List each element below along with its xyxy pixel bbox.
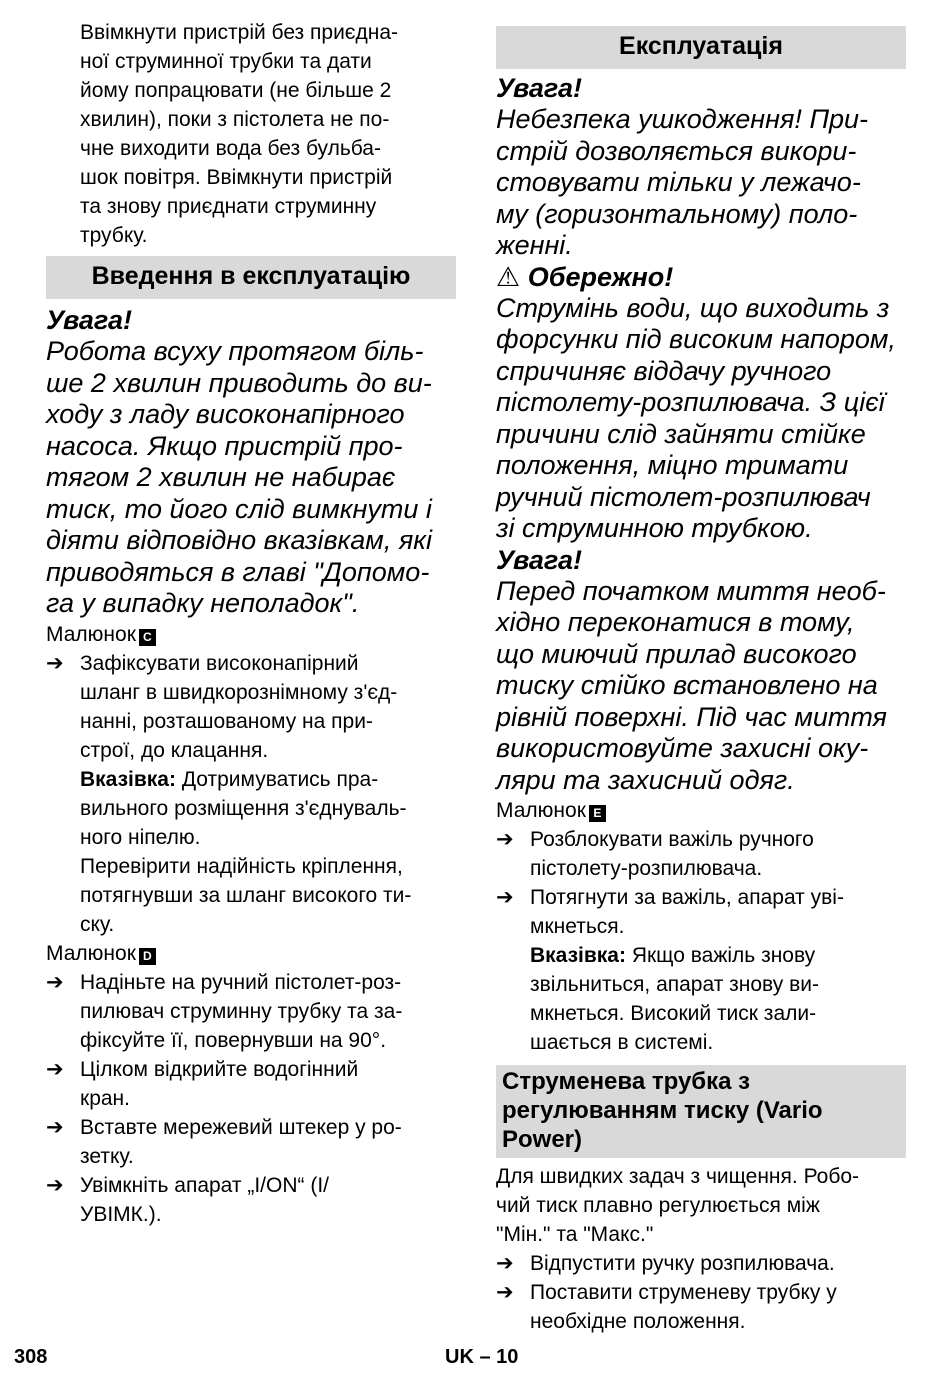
note-label: Вказівка: bbox=[530, 944, 626, 967]
step-text: Розблокувати важіль ручного пістолету-розпилювача. bbox=[530, 828, 814, 880]
step-item bbox=[46, 1113, 456, 1171]
section-title-commissioning: Введення в експлуатацію bbox=[46, 256, 456, 299]
warning-heading: Увага! bbox=[496, 73, 582, 103]
page-label: UK – 10 bbox=[445, 1346, 519, 1368]
arrow-right-icon: ➔ bbox=[496, 886, 514, 909]
warning-text: Перед початком миття необ- хідно переконатися в тому, що миючий прилад високого тиску стійко встановлено на рівній поверхні. Під час миття використовуйте захисні оку- ляри та захисний одяг. bbox=[496, 575, 887, 795]
step-text: Потягнути за важіль, апарат уві- мкнеться. bbox=[530, 886, 844, 938]
warning-heading: Увага! bbox=[46, 305, 132, 335]
warning-text: Небезпека ушкодження! При- стрій дозволяється викори- стовувати тільки у лежачо- му (горизонтальному) поло- женні. bbox=[496, 104, 869, 260]
figure-c-reference bbox=[46, 620, 456, 649]
page-number: 308 bbox=[14, 1346, 48, 1368]
arrow-right-icon: ➔ bbox=[46, 651, 64, 675]
caution-text: Струмінь води, що виходить з форсунки під високим напором, спричиняє віддачу ручного пістолету-розпилювача. З цієї причини слід зайняти стійке положення, міцно тримати ручний пістолет-розпилювач зі струминною трубкою. bbox=[496, 292, 896, 543]
warning-heading: Увага! bbox=[496, 544, 582, 575]
figure-d-badge: D bbox=[139, 948, 156, 965]
subsection-title-vario-power: Струменева трубка з регулюванням тиску (Vario Power) bbox=[496, 1065, 906, 1158]
note-text: Дотримуватись пра- вильного розміщення з'єднуваль- ного ніпелю. bbox=[80, 767, 407, 849]
step-item bbox=[496, 1278, 906, 1336]
caution-heading-text: Обережно! bbox=[527, 261, 674, 292]
step-item bbox=[496, 1249, 906, 1278]
check-paragraph: Перевірити надійність кріплення, потягнувши за шланг високого ти- ску. bbox=[80, 854, 412, 936]
step-text: Цілком відкрийте водогінний кран. bbox=[80, 1057, 359, 1110]
step-text: Увімкніть апарат „I/ON“ (I/ УВІМК.). bbox=[80, 1173, 329, 1226]
step-item bbox=[496, 883, 906, 941]
arrow-right-icon: ➔ bbox=[46, 970, 64, 994]
note-text: Якщо важіль знову звільниться, апарат знову ви- мкнеться. Високий тиск зали- шається в системі. bbox=[530, 944, 819, 1054]
left-column bbox=[46, 18, 456, 1229]
figure-c-badge: C bbox=[139, 629, 156, 646]
note-paragraph bbox=[496, 941, 906, 1057]
note-paragraph bbox=[46, 765, 456, 852]
note-label: Вказівка: bbox=[80, 767, 176, 791]
step-text: Надіньте на ручний пістолет-роз- пилювач струминну трубку та за- фіксуйте її, повернувши на 90°. bbox=[80, 970, 403, 1052]
arrow-right-icon: ➔ bbox=[496, 1252, 514, 1275]
arrow-right-icon: ➔ bbox=[46, 1057, 64, 1081]
figure-label: Малюнок bbox=[46, 622, 136, 646]
step-item bbox=[496, 825, 906, 883]
arrow-right-icon: ➔ bbox=[46, 1115, 64, 1139]
arrow-right-icon: ➔ bbox=[46, 1173, 64, 1197]
figure-label: Малюнок bbox=[496, 799, 586, 822]
step-text: Відпустити ручку розпилювача. bbox=[530, 1252, 835, 1275]
step-item bbox=[46, 649, 456, 765]
step-text: Зафіксувати високонапірний шланг в швидкорознімному з'єд- нанні, розташованому на при- строї, до клацання. bbox=[80, 651, 398, 762]
step-item bbox=[46, 968, 456, 1055]
step-item bbox=[46, 1171, 456, 1229]
warning-triangle-icon: ⚠ bbox=[496, 261, 521, 292]
warning-text: Робота всуху протягом біль- ше 2 хвилин приводить до ви- ходу з ладу високонапірного насоса. Якщо пристрій про- тягом 2 хвилин не набирає тиск, то його слід вимкнути і діяти відповідно вказівкам, які приводяться в главі "Допомо- га у випадку неполадок". bbox=[46, 336, 432, 618]
step-text: Поставити струменеву трубку у необхідне положення. bbox=[530, 1281, 837, 1333]
figure-e-badge: E bbox=[589, 805, 606, 822]
step-text: Вставте мережевий штекер у ро- зетку. bbox=[80, 1115, 402, 1168]
intro-paragraph: Ввімкнути пристрій без приєдна- ної струминної трубки та дати йому попрацювати (не більше 2 хвилин), поки з пістолета не по- чне виходити вода без бульба- шок повітря. Ввімкнути пристрій та знову приєднати струминну трубку. bbox=[80, 21, 399, 247]
figure-d-reference bbox=[46, 939, 456, 968]
right-column bbox=[496, 26, 906, 1336]
step-item bbox=[46, 1055, 456, 1113]
subsection-intro: Для швидких задач з чищення. Робо- чий тиск плавно регулюється між "Мін." та "Макс." bbox=[496, 1165, 860, 1246]
arrow-right-icon: ➔ bbox=[496, 1281, 514, 1304]
section-title-operation: Експлуатація bbox=[496, 26, 906, 69]
figure-e-reference bbox=[496, 796, 906, 825]
arrow-right-icon: ➔ bbox=[496, 828, 514, 851]
caution-heading bbox=[496, 262, 906, 293]
figure-label: Малюнок bbox=[46, 941, 136, 965]
